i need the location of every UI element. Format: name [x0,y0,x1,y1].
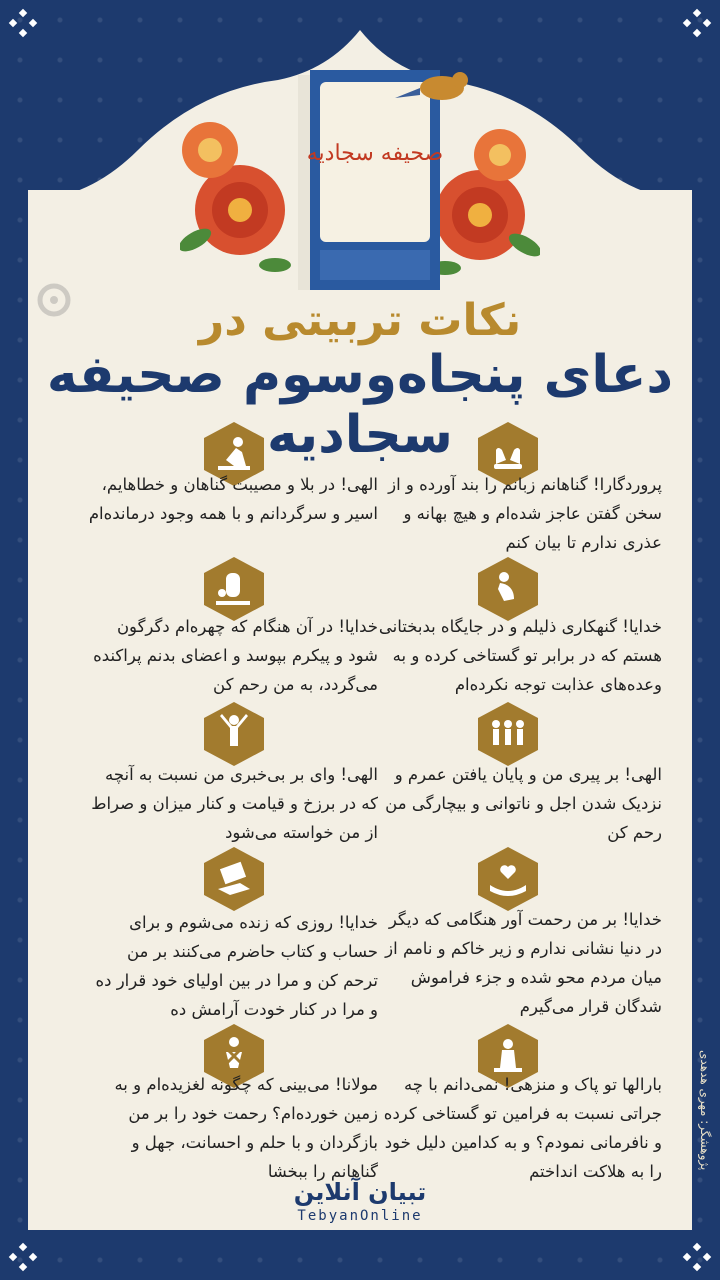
corner-ornament-icon [8,1242,38,1272]
item-text: خدایا! گنهکاری ذلیلم و در جایگاه بدبختانی هستم که در برابر تو گستاخی کرده و به وعده‌های عذابت توجه نکرده‌ام [378,617,662,694]
elderly-people-icon [474,700,542,768]
researcher-credit: پژوهشگر: مهری هدهدی [698,1050,712,1171]
brand-logo [0,1178,720,1224]
title-line-1: نکات تربیتی در [198,295,522,346]
item-text: الهی! در بلا و مصیبت گناهان و خطاهایم، اسیر و سرگردانم و با همه وجود درمانده‌ام [88,475,378,523]
item-text: خدایا! در آن هنگام که چهره‌ام دگرگون شود و پیکرم بپوسد و اعضای بدنم پراکنده می‌گردد، به من رحم کن [93,617,378,694]
brand-name-fa: تبیان آنلاین [293,1178,427,1206]
item-text: الهی! بر پیری من و پایان یافتن عمرم و نزدیک شدن اجل و ناتوانی و بیچارگی من رحم کن [385,765,662,842]
book-and-flowers-illustration [180,40,540,290]
book-title: صحیفه سجادیه [306,141,444,166]
item-text: خدایا! بر من رحمت آور هنگامی که دیگر در دنیا نشانی ندارم و زیر خاکم و نامم از میان مردم محو شده و جزء فراموش شدگان قرار می‌گیرم [385,910,662,1016]
item-text: پروردگارا! گناهانم زبانم را بند آورده و از سخن گفتن عاجز شده‌ام و هیچ بهانه و عذری ندارم تا بیان کنم [388,475,662,552]
heart-hands-icon [474,845,542,913]
item-text: خدایا! روزی که زنده می‌شوم و برای حساب و کتاب حاضرم می‌کنند بر من ترحم کن و مرا در بین اولیای خود قرار ده و مرا در کنار خودت آرامش ده [95,913,378,1019]
raised-arms-icon [200,700,268,768]
item-text: بارالها تو پاک و منزهی! نمی‌دانم با چه جراتی نسبت به فرامین تو گستاخی کرده و نافرمانی نمودم؟ و به کدامین دلیل خود را به هلاکت انداختم [383,1075,662,1181]
brand-name-en: TebyanOnline [297,1208,423,1224]
corner-ornament-icon [682,1242,712,1272]
item-text: مولانا! می‌بینی که چگونه لغزیده‌ام و به زمین خورده‌ام؟ رحمت خود را بر من بازگردان و با حلم و احسانت، جهل و گناهانم را ببخشا [114,1075,378,1181]
book-hand-icon [200,845,268,913]
item-text: الهی! وای بر بی‌خبری من نسبت به آنچه که در برزخ و قیامت و کنار میزان و صراط از من خواسته می‌شود [91,765,378,842]
title-line-2: دعای پنجاه‌وسوم صحیفه سجادیه [46,345,674,465]
